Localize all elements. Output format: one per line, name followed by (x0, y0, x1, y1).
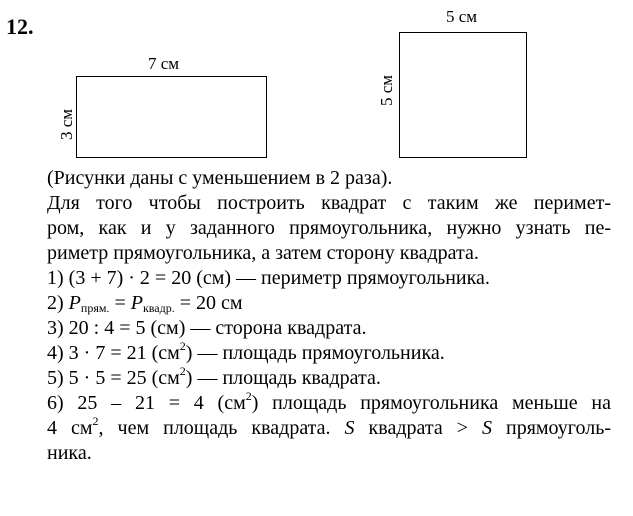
step-5-before: 5) 5 · 5 = 25 (см (47, 367, 180, 389)
step-4-after: ) — площадь прямоугольника. (185, 342, 445, 364)
solution-text (47, 166, 611, 466)
step-6-line-2-mid: , чем площадь квадрата. (98, 417, 345, 439)
step-6-line-2 (47, 416, 611, 441)
step-5-superscript: 2 (179, 364, 186, 378)
step-6-before: 6) 25 – 21 = 4 (см (47, 392, 246, 414)
step-6-after: ) площадь прямоугольника меньше на (251, 392, 611, 414)
step-1-line: 1) (3 + 7) · 2 = 20 (см) — периметр прямоугольника. (47, 267, 490, 289)
step-4-before: 4) 3 · 7 = 21 (см (47, 342, 180, 364)
rectangle-height-label: 3 см (57, 108, 76, 140)
step-4-superscript: 2 (179, 339, 186, 353)
perimeter-subscript-square: квадр. (142, 301, 175, 315)
rectangle-figure (76, 76, 267, 158)
intro-line-2: ром, как и у заданного прямоугольника, нужно узнать пе- (47, 217, 611, 239)
step-2-equals-2: = 20 см (174, 292, 243, 314)
perimeter-symbol-square: P (130, 292, 143, 314)
rectangle-width-label: 7 см (148, 54, 180, 73)
step-6-superscript: 2 (245, 389, 252, 403)
intro-line-1: Для того чтобы построить квадрат с таким же перимет- (47, 192, 611, 214)
perimeter-symbol-rect: P (68, 292, 81, 314)
step-6-line-3: ника. (47, 442, 92, 464)
note-line: (Рисунки даны с уменьшением в 2 раза). (47, 167, 393, 189)
area-symbol-square: S (344, 417, 355, 439)
step-2-equals-1: = (109, 292, 131, 314)
square-figure (399, 32, 527, 158)
step-5-line (47, 366, 611, 391)
step-2-prefix: 2) (47, 292, 69, 314)
perimeter-subscript-rect: прям. (80, 301, 110, 315)
task-number: 12. (6, 14, 34, 39)
step-6-line-2-mid2: квадрата > (354, 417, 482, 439)
square-side-label: 5 см (377, 74, 396, 106)
step-6-line-1 (47, 391, 611, 416)
step-3-line: 3) 20 : 4 = 5 (см) — сторона квадрата. (47, 317, 367, 339)
step-2-line (47, 291, 611, 316)
step-6-line-2-before: 4 см (47, 417, 93, 439)
area-symbol-rect: S (482, 417, 492, 439)
step-4-line (47, 341, 611, 366)
intro-line-3: риметр прямоугольника, а затем сторону квадрата. (47, 242, 479, 264)
square-top-label: 5 см (446, 7, 478, 26)
step-5-after: ) — площадь квадрата. (185, 367, 381, 389)
step-6-line-2-superscript: 2 (92, 414, 99, 428)
step-6-line-2-after: прямоуголь- (492, 417, 611, 439)
